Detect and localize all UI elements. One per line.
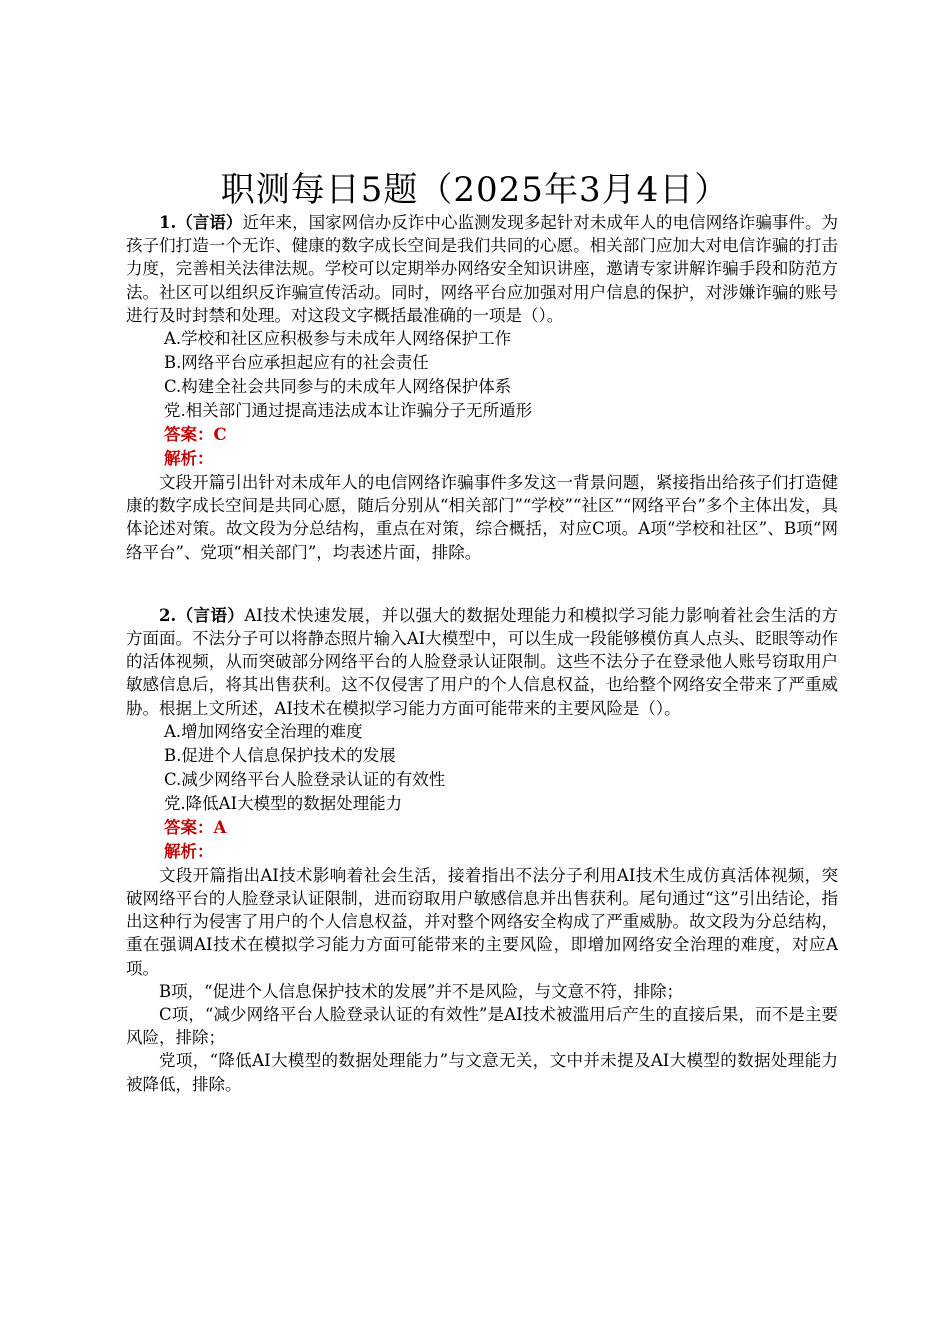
analysis-paragraph: C项，“减少网络平台人脸登录认证的有效性”是AI技术被滥用后产生的直接后果，而不是主要风险，排除； bbox=[126, 1005, 838, 1048]
question-text: 近年来，国家网信办反诈中心监测发现多起针对未成年人的电信网络诈骗事件。为孩子们打造一个无诈、健康的数字成长空间是我们共同的心愿。相关部门应加大对电信诈骗的打击力度，完善相关法律法规。学校可以定期举办网络安全知识讲座，邀请专家讲解诈骗手段和防范方法。社区可以组织反诈骗宣传活动。同时，网络平台应加强对用户信息的保护，对涉嫌诈骗的账号进行及时封禁和处理。对这段文字概括最准确的一项是（）。 bbox=[126, 213, 838, 325]
option-a: A.学校和社区应积极参与未成年人网络保护工作 bbox=[163, 329, 512, 349]
spacer bbox=[126, 564, 838, 604]
question-number: 2.（言语） bbox=[159, 605, 245, 625]
question-stem bbox=[126, 211, 838, 327]
analysis-label: 解析： bbox=[163, 841, 214, 861]
analysis-paragraph: 文段开篇引出针对未成年人的电信网络诈骗事件多发这一背景问题，紧接指出给孩子们打造健康的数字成长空间是共同心愿，随后分别从“相关部门”“学校”“社区”“网络平台”多个主体出发，具体论述对策。故文段为分总结构，重点在对策，综合概括，对应C项。A项“学校和社区”、B项“网络平台”、党项“相关部门”，均表述片面，排除。 bbox=[126, 473, 838, 562]
analysis-paragraph: 党项，“降低AI大模型的数据处理能力”与文意无关，文中并未提及AI大模型的数据处理能力被降低，排除。 bbox=[126, 1051, 838, 1094]
analysis-paragraph: B项，“促进个人信息保护技术的发展”并不是风险，与文意不符，排除； bbox=[159, 981, 683, 1001]
question-number: 1.（言语） bbox=[159, 213, 243, 232]
option-a: A.增加网络安全治理的难度 bbox=[163, 721, 363, 741]
question-block bbox=[126, 211, 838, 564]
option-b: B.促进个人信息保护技术的发展 bbox=[163, 745, 396, 765]
analysis-label: 解析： bbox=[163, 449, 214, 469]
analysis-paragraph: 文段开篇指出AI技术影响着社会生活，接着指出不法分子利用AI技术生成仿真活体视频，突破网络平台的人脸登录认证限制，进而窃取用户敏感信息并出售获利。尾句通过“这”引出结论，指出这种行为侵害了用户的个人信息权益，并对整个网络安全构成了严重威胁。故文段为分总结构，重在强调AI技术在模拟学习能力方面可能带来的主要风险，即增加网络安全治理的难度，对应A项。 bbox=[126, 865, 838, 978]
option-c: C.构建全社会共同参与的未成年人网络保护体系 bbox=[163, 377, 512, 397]
option-d: 党.相关部门通过提高违法成本让诈骗分子无所遁形 bbox=[163, 401, 533, 421]
option-d: 党.降低AI大模型的数据处理能力 bbox=[163, 793, 403, 813]
document-body bbox=[126, 211, 838, 1096]
question-text: AI技术快速发展，并以强大的数据处理能力和模拟学习能力影响着社会生活的方方面面。不法分子可以将静态照片输入AI大模型中，可以生成一段能够模仿真人点头、眨眼等动作的活体视频，从而突破部分网络平台的人脸登录认证限制。这些不法分子在登录他人账号窃取用户敏感信息后，将其出售获利。这不仅侵害了用户的个人信息权益，也给整个网络安全带来了严重威胁。根据上文所述，AI技术在模拟学习能力方面可能带来的主要风险是（）。 bbox=[126, 605, 838, 718]
answer-line: 答案：A bbox=[163, 817, 227, 837]
option-c: C.减少网络平台人脸登录认证的有效性 bbox=[163, 769, 446, 789]
option-b: B.网络平台应承担起应有的社会责任 bbox=[163, 353, 429, 373]
page-title: 职测每日5题（2025年3月4日） bbox=[220, 170, 730, 210]
question-block bbox=[126, 604, 838, 1096]
question-stem bbox=[126, 604, 838, 720]
answer-line: 答案：C bbox=[163, 425, 227, 445]
